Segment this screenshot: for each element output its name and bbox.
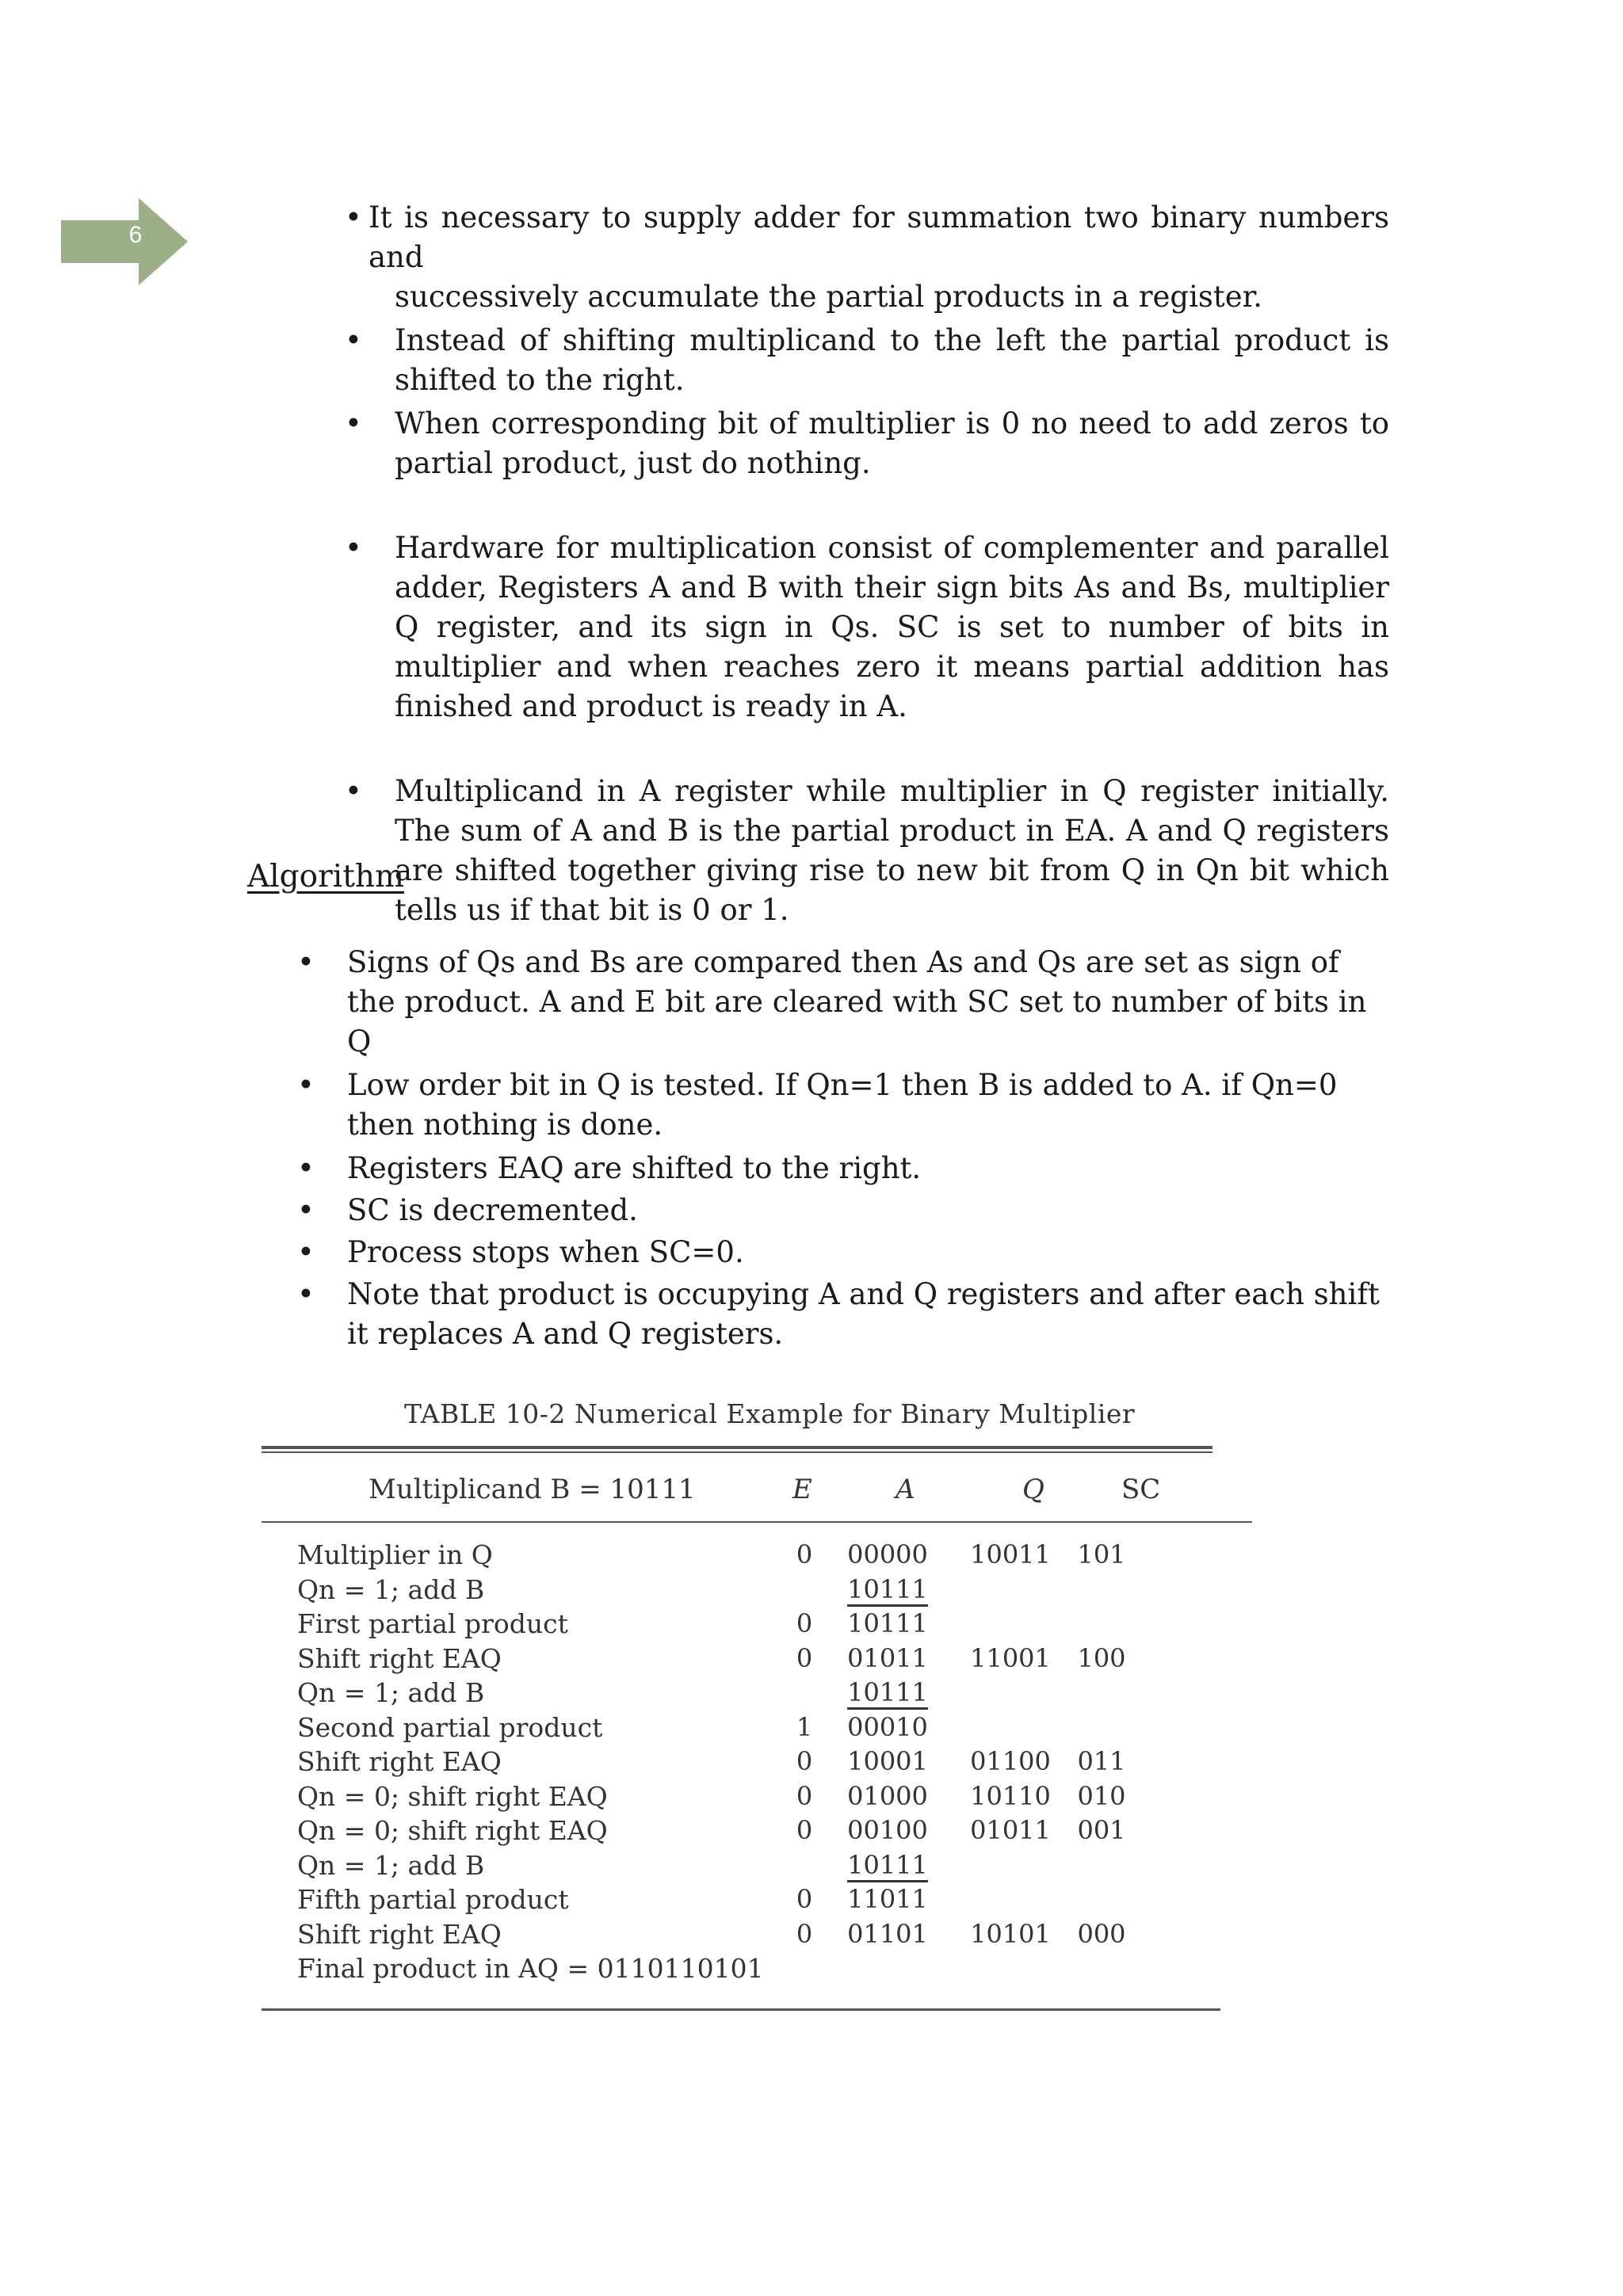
table-cell-e: 0 xyxy=(796,1918,813,1949)
table-cell-sc: 000 xyxy=(1077,1918,1126,1949)
list-item-text: SC is decremented. xyxy=(347,1193,638,1227)
table-cell-q: 10110 xyxy=(970,1780,1051,1811)
list-item xyxy=(297,943,1389,1062)
table-cell-a: 01011 xyxy=(847,1642,928,1673)
table-row-label: Second partial product xyxy=(297,1711,603,1743)
list-item xyxy=(297,1275,1389,1354)
list-item xyxy=(297,1233,1389,1272)
list-item xyxy=(345,198,1389,317)
table-header-q: Q xyxy=(1022,1474,1044,1505)
bullet-icon: • xyxy=(297,1235,315,1269)
list-item-text: Hardware for multiplication consist of complementer and parallel adder, Registers A and B with their sign bits As and Bs, multiplier Q register, and its sign in Qs. SC is set to number of bits in multiplier and when reaches zero it means partial addition has finished and product is ready in A. xyxy=(395,531,1389,723)
table-cell-q: 10011 xyxy=(970,1539,1051,1569)
table-top-rule xyxy=(262,1446,1212,1449)
bullet-icon: • xyxy=(297,1151,315,1185)
table-cell-a: 11011 xyxy=(847,1884,928,1914)
table-row-label: First partial product xyxy=(297,1608,568,1639)
list-item-text: Signs of Qs and Bs are compared then As and Qs are set as sign of the product. A and E bit are cleared with SC set to number of bits in Q xyxy=(347,945,1367,1058)
table-cell-a: 10001 xyxy=(847,1746,928,1776)
table-row-label: Qn = 1; add B xyxy=(297,1677,485,1708)
bullet-icon: • xyxy=(345,406,362,441)
list-item xyxy=(297,1066,1389,1145)
table-row-label: Qn = 0; shift right EAQ xyxy=(297,1815,608,1846)
table-caption: TABLE 10-2 Numerical Example for Binary Multiplier xyxy=(404,1398,1136,1429)
table-row-label: Shift right EAQ xyxy=(297,1746,502,1777)
list-item xyxy=(297,1191,1389,1230)
list-item-text-continued: successively accumulate the partial products in a register. xyxy=(395,280,1263,314)
bullet-icon: • xyxy=(297,1277,315,1311)
list-item xyxy=(297,1149,1389,1188)
bullet-icon: • xyxy=(345,200,362,235)
table-header-label xyxy=(369,1474,696,1505)
table-cell-e: 0 xyxy=(796,1746,813,1776)
table-cell-a: 10111 xyxy=(847,1677,928,1707)
table-cell-a: 10111 xyxy=(847,1573,928,1604)
table-cell-q: 11001 xyxy=(970,1642,1051,1673)
list-item xyxy=(345,528,1389,727)
table-cell-a: 00100 xyxy=(847,1815,928,1845)
intro-bullet-list xyxy=(345,198,1389,930)
table-row-label: Shift right EAQ xyxy=(297,1642,502,1674)
page-number: 6 xyxy=(128,222,143,248)
table-cell-sc: 100 xyxy=(1077,1642,1126,1673)
bullet-icon: • xyxy=(297,1068,315,1102)
table-cell-e: 0 xyxy=(796,1608,813,1638)
table-cell-e: 0 xyxy=(796,1884,813,1914)
arrow-icon xyxy=(61,198,188,285)
binary-multiplier-table xyxy=(262,1398,1252,2032)
table-row-label: Shift right EAQ xyxy=(297,1918,502,1950)
table-cell-a: 10111 xyxy=(847,1608,928,1638)
algorithm-heading: Algorithm xyxy=(247,859,404,894)
list-item-text: Process stops when SC=0. xyxy=(347,1235,744,1269)
list-item-text: Low order bit in Q is tested. If Qn=1 then B is added to A. if Qn=0 then nothing is done. xyxy=(347,1068,1338,1142)
table-row-label: Fifth partial product xyxy=(297,1884,569,1915)
bullet-icon: • xyxy=(345,531,362,565)
table-header-sc: SC xyxy=(1121,1474,1161,1505)
list-item xyxy=(345,772,1389,930)
list-item xyxy=(345,321,1389,400)
list-item-text: It is necessary to supply adder for summation two binary numbers and xyxy=(369,200,1389,274)
table-bottom-rule xyxy=(262,2008,1220,2011)
table-cell-q: 10101 xyxy=(970,1918,1051,1949)
table-cell-a: 10111 xyxy=(847,1849,928,1880)
list-item-text: When corresponding bit of multiplier is 0 no need to add zeros to partial product, just do nothing. xyxy=(395,406,1389,480)
table-row-label: Qn = 0; shift right EAQ xyxy=(297,1780,608,1812)
header-label-text: Multiplicand B = 10111 xyxy=(369,1474,696,1505)
bullet-icon: • xyxy=(297,945,315,979)
table-row-label: Final product in AQ = 0110110101 xyxy=(297,1953,764,1984)
table-cell-q: 01011 xyxy=(970,1815,1051,1845)
bullet-icon: • xyxy=(297,1193,315,1227)
table-header-rule xyxy=(262,1521,1252,1523)
table-cell-sc: 011 xyxy=(1077,1746,1126,1776)
table-cell-a: 01000 xyxy=(847,1780,928,1811)
table-row-label: Qn = 1; add B xyxy=(297,1573,485,1605)
table-cell-sc: 101 xyxy=(1077,1539,1126,1569)
table-cell-e: 0 xyxy=(796,1815,813,1845)
bullet-icon: • xyxy=(345,774,362,808)
table-row-label: Multiplier in Q xyxy=(297,1539,493,1570)
table-cell-sc: 010 xyxy=(1077,1780,1126,1811)
table-cell-a: 00000 xyxy=(847,1539,928,1569)
algorithm-bullet-list xyxy=(297,943,1389,1354)
list-item-text: Registers EAQ are shifted to the right. xyxy=(347,1151,922,1185)
table-header-e: E xyxy=(792,1474,812,1505)
table-top-rule-thin xyxy=(262,1451,1212,1453)
table-cell-e: 0 xyxy=(796,1539,813,1569)
list-item xyxy=(345,404,1389,483)
list-item-text: Multiplicand in A register while multiplier in Q register initially. The sum of A and B is the partial product in EA. A and Q registers are shifted together giving rise to new bit from Q in Qn bit which tells us if that bit is 0 or 1. xyxy=(395,774,1389,927)
bullet-icon: • xyxy=(345,323,362,357)
table-cell-e: 0 xyxy=(796,1780,813,1811)
table-cell-q: 01100 xyxy=(970,1746,1051,1776)
table-cell-a: 00010 xyxy=(847,1711,928,1742)
list-item-text: Note that product is occupying A and Q registers and after each shift it replaces A and Q registers. xyxy=(347,1277,1380,1351)
table-header-a: A xyxy=(896,1474,915,1505)
table-cell-a: 01101 xyxy=(847,1918,928,1949)
table-cell-e: 0 xyxy=(796,1642,813,1673)
list-item-text: Instead of shifting multiplicand to the left the partial product is shifted to the right. xyxy=(395,323,1389,397)
table-row-label: Qn = 1; add B xyxy=(297,1849,485,1881)
table-cell-sc: 001 xyxy=(1077,1815,1126,1845)
table-cell-e: 1 xyxy=(796,1711,813,1742)
page-number-badge xyxy=(61,198,188,285)
